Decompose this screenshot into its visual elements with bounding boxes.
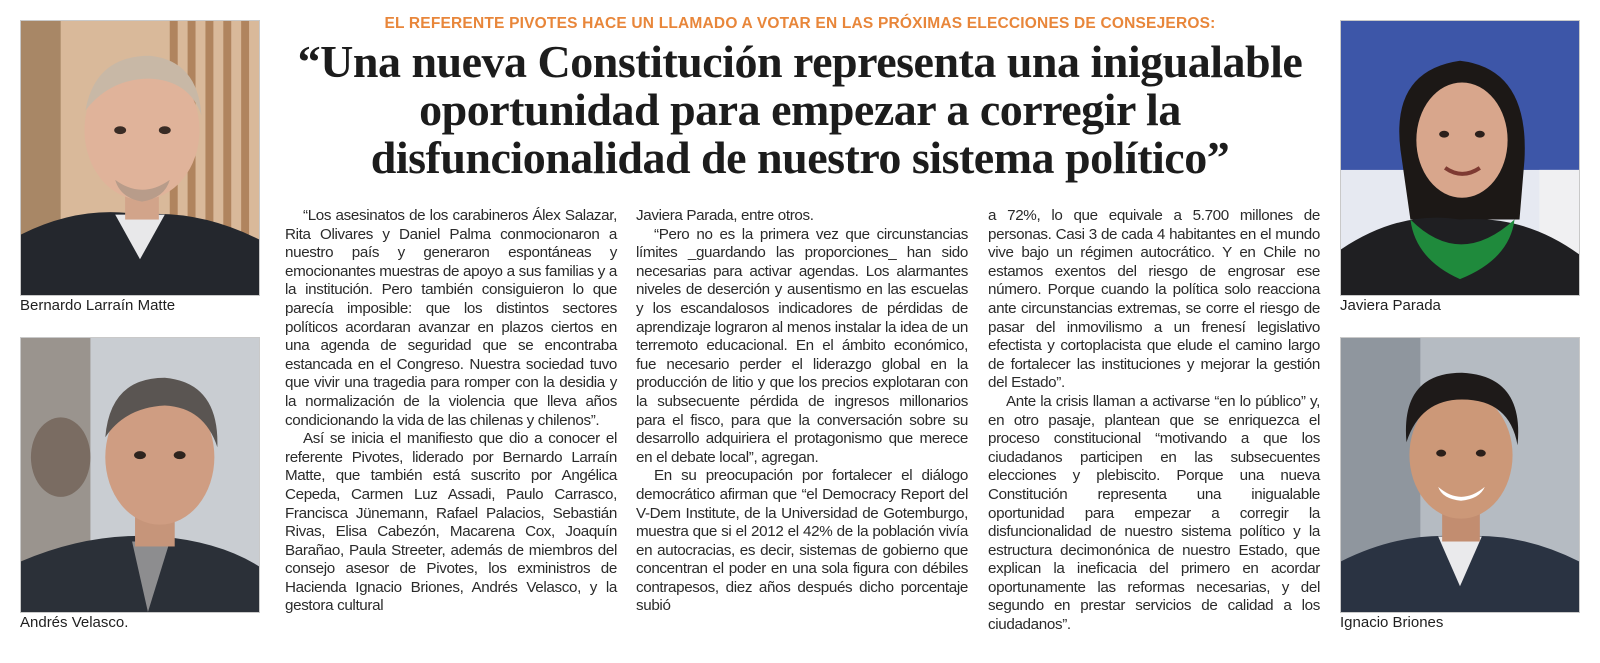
article-paragraph: “Pero no es la primera vez que circunstancias límites _guardando las proporciones_ han sido necesarias para activar agendas. Los alarmantes niveles de deserción y ausentismo en las escuelas y los escandalosos indicadores de pérdidas de aprendizaje lograron al menos instalar la idea de un terremoto educacional. En el ámbito económico, fue necesario perder el liderazgo global en la producción de litio y que los precios explotaran con la subsecuente pérdida de ingresos millonarios para el fisco, para que la conversación sobre su desarrollo adquiriera el protagonismo que merece en el debate local”, agregan. bbox=[636, 225, 968, 466]
article-paragraph: Así se inicia el manifiesto que dio a conocer el referente Pivotes, liderado por Bernardo Larraín Matte, que también está suscrito por Angélica Cepeda, Carmen Luz Assadi, Paulo Carrasco, Francisca Jünemann, Rafael Palacios, Sebastián Rivas, Elisa Cabezón, Macarena Cox, Joaquín Barañao, Paula Streeter, además de miembros del consejo asesor de Pivotes, los exministros de Hacienda Ignacio Briones, Andrés Velasco, y la gestora cultural bbox=[285, 430, 617, 615]
photo-javiera-parada bbox=[1340, 20, 1580, 296]
photo-caption: Bernardo Larraín Matte bbox=[20, 297, 176, 314]
article-paragraph: “Los asesinatos de los carabineros Álex Salazar, Rita Olivares y Daniel Palma conmocionaron a nuestro país y generaron espontáneas y emocionantes muestras de apoyo a sus familias y a la institución. Pero también consiguieron lo que parecía imposible: que los distintos sectores políticos acordaran avanzar en plazos ciertos en una agenda de seguridad que se encontraba estancada en el Congreso. Nuestra sociedad tuvo que vivir una tragedia para romper con la desidia y la normalización de la violencia que lleva años condicionando la vida de las chilenas y chilenos”. bbox=[285, 207, 617, 429]
article-column-3 bbox=[988, 207, 1320, 635]
article-paragraph: Javiera Parada, entre otros. bbox=[636, 207, 814, 224]
article-column-1 bbox=[285, 207, 617, 616]
photo-caption: Andrés Velasco. bbox=[20, 614, 129, 631]
photo-ignacio-briones bbox=[1340, 337, 1580, 613]
article-column-2 bbox=[636, 207, 968, 616]
article-paragraph: En su preocupación por fortalecer el diálogo democrático afirman que “el Democracy Report del V-Dem Institute, de la Universidad de Gotemburgo, muestra que si el 2012 el 42% de la población vivía en autocracias, es decir, sistemas de gobierno que concentran el poder en una sola figura con débiles contrapesos, diez años después dicho porcentaje subió bbox=[636, 467, 968, 615]
article-headline: “Una nueva Constitución representa una inigualable oportunidad para empezar a corregir la disfuncionalidad de nuestro sistema político” bbox=[297, 36, 1303, 183]
photo-andres-velasco bbox=[20, 337, 260, 613]
article-kicker: EL REFERENTE PIVOTES HACE UN LLAMADO A VOTAR EN LAS PRÓXIMAS ELECCIONES DE CONSEJEROS: bbox=[384, 15, 1216, 32]
photo-bernardo-larrain bbox=[20, 20, 260, 296]
article-paragraph: Ante la crisis llaman a activarse “en lo público” y, en otro pasaje, plantean que se enriquezca el proceso constitucional “motivando a que los ciudadanos participen en las subsecuentes elecciones y plebiscito. Porque una nueva Constitución representa una inigualable oportunidad para empezar a corregir la disfuncionalidad de nuestro sistema político y la estructura decimonónica de nuestro Estado, que explican la ineficacia del primero en acordar oportunamente las reformas necesarias, y del segundo en prestar servicios de calidad a los ciudadanos”. bbox=[988, 392, 1320, 634]
photo-caption: Ignacio Briones bbox=[1340, 614, 1444, 631]
photo-caption: Javiera Parada bbox=[1340, 297, 1441, 314]
article-paragraph: a 72%, lo que equivale a 5.700 millones de personas. Casi 3 de cada 4 habitantes en el mundo vive bajo un régimen autocrático. Y en Chile no estamos exentos del riesgo de engrosar ese número. Porque cuando la política solo reacciona ante circunstancias extremas, se corre el riesgo de pasar del inmovilismo a un frenesí legislativo efectista y cortoplacista que elude el camino largo de fortalecer las instituciones y mejorar la gestión del Estado”. bbox=[988, 207, 1320, 392]
